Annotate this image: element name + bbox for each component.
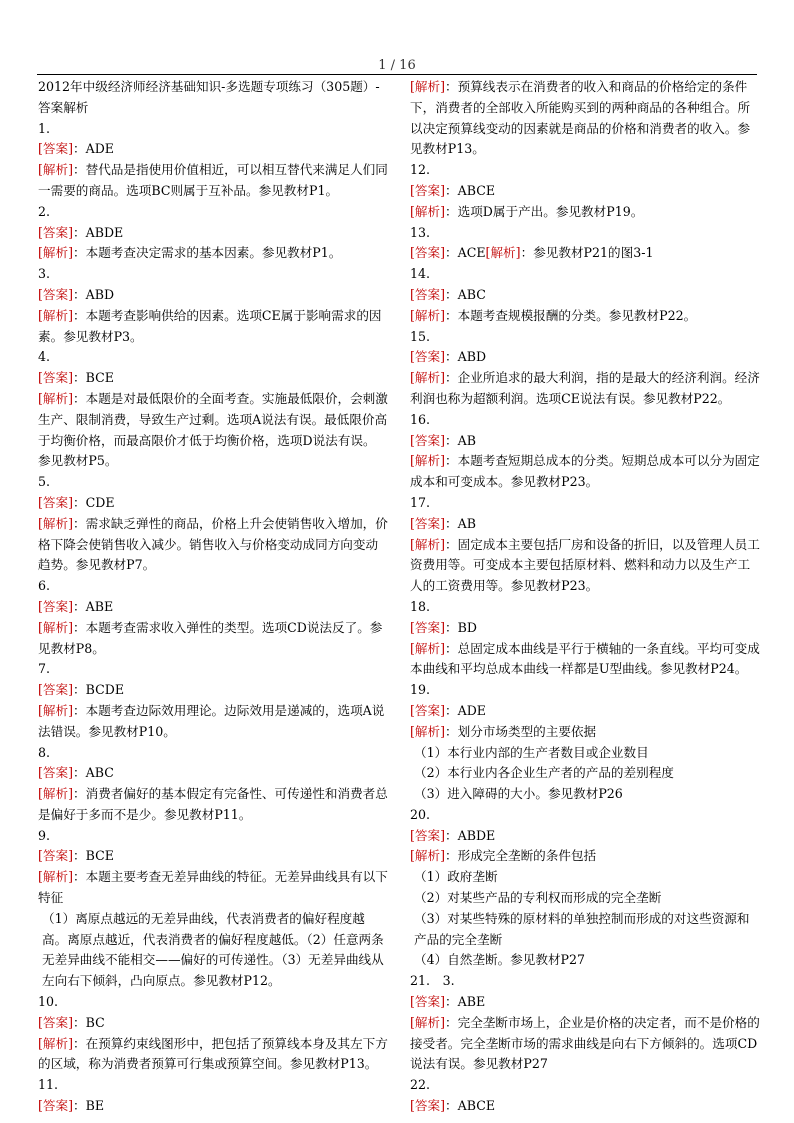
- explanation-line: [410, 451, 760, 493]
- answer-separator: ：: [445, 619, 458, 635]
- answer-tag: [答案]: [38, 494, 74, 510]
- answer-separator: ：: [445, 286, 458, 302]
- explanation-line: [410, 1013, 760, 1075]
- explanation-separator: ：: [73, 390, 86, 406]
- explanation-text: 选项D属于产出。参见教材P19。: [457, 203, 644, 219]
- answer-value: BCE: [85, 848, 114, 864]
- explanation-text: 本题考查决定需求的基本因素。参见教材P1。: [85, 245, 342, 261]
- answer-value: ABC: [85, 765, 114, 781]
- question-number: 20.: [410, 806, 431, 822]
- question-number: 3.: [38, 266, 51, 282]
- answer-tag: [答案]: [410, 182, 446, 198]
- explanation-tag: [解析]: [410, 536, 446, 552]
- explanation-subitem: （3）对某些特殊的原材料的单独控制而形成的对这些资源和产品的完全垄断: [414, 910, 750, 947]
- explanation-tag: [解析]: [410, 848, 446, 864]
- answer-separator: ：: [445, 515, 458, 531]
- explanation-separator: ：: [445, 79, 458, 94]
- question-number: 12.: [410, 162, 431, 178]
- answer-line: [38, 285, 388, 306]
- explanation-tag: [解析]: [38, 702, 74, 718]
- answer-tag: [答案]: [38, 141, 74, 157]
- explanation-tag: [解析]: [410, 370, 446, 386]
- answer-tag: [答案]: [410, 619, 446, 635]
- explanation-separator: ：: [520, 245, 534, 261]
- answer-separator: ：: [73, 765, 86, 781]
- question-number: 17.: [410, 494, 431, 510]
- explanation-subitem: （4）自然垄断。参见教材P27: [414, 952, 586, 968]
- question-number: 5.: [38, 474, 51, 490]
- explanation-tag: [解析]: [410, 453, 446, 469]
- question-number: 13.: [410, 224, 431, 240]
- answer-separator: ：: [445, 702, 458, 718]
- answer-line: [38, 223, 388, 244]
- answer-line: [38, 368, 388, 389]
- explanation-separator: ：: [445, 1014, 458, 1030]
- question-number: 19.: [410, 682, 431, 698]
- answer-tag: [答案]: [410, 1098, 446, 1114]
- explanation-separator: ：: [445, 848, 458, 864]
- answer-value: ABE: [457, 994, 486, 1010]
- answer-tag: [答案]: [410, 702, 446, 718]
- explanation-line: [38, 1034, 388, 1076]
- question-number: 4.: [38, 349, 51, 365]
- document-title: 2012年中级经济师经济基础知识-多选题专项练习（305题）-答案解析: [38, 79, 380, 115]
- explanation-text: 企业所追求的最大利润，指的是最大的经济利润。经济利润也称为超额利润。选项CE说法有误。参见教材P22。: [410, 370, 760, 406]
- answer-line: [410, 347, 760, 368]
- left-column: [38, 77, 388, 1117]
- answer-value: BC: [85, 1014, 105, 1030]
- explanation-text: 消费者偏好的基本假定有完备性、可传递性和消费者总是偏好于多而不是少。参见教材P11。: [38, 786, 388, 822]
- explanation-line: [410, 306, 760, 327]
- explanation-text: 本题考查短期总成本的分类。短期总成本可以分为固定成本和可变成本。参见教材P23。: [410, 453, 760, 490]
- answer-separator: ：: [73, 141, 86, 157]
- answer-value: BD: [457, 619, 477, 635]
- explanation-tag: [解析]: [38, 245, 74, 261]
- page-number: 1 / 16: [378, 58, 416, 73]
- answer-tag: [答案]: [38, 765, 74, 781]
- answer-tag: [答案]: [410, 286, 446, 302]
- answer-separator: ：: [445, 182, 458, 198]
- answer-separator: ：: [73, 598, 86, 614]
- explanation-line: [410, 722, 760, 743]
- answer-line: [410, 701, 760, 722]
- question-number: 15.: [410, 328, 431, 344]
- answer-separator: ：: [445, 432, 458, 448]
- explanation-separator: ：: [73, 619, 86, 635]
- explanation-line: [38, 784, 388, 826]
- explanation-text: 本题主要考查无差异曲线的特征。无差异曲线具有以下特征: [38, 869, 388, 906]
- explanation-separator: ：: [73, 1035, 86, 1051]
- explanation-subitem: （3）进入障碍的大小。参见教材P26: [414, 786, 623, 802]
- answer-value: ABDE: [85, 224, 124, 240]
- explanation-separator: ：: [445, 536, 458, 552]
- explanation-tag: [解析]: [38, 869, 74, 885]
- question-number: 7.: [38, 661, 51, 677]
- answer-tag: [答案]: [410, 245, 446, 261]
- answer-line: [410, 431, 760, 452]
- explanation-separator: ：: [73, 162, 86, 178]
- answer-separator: ：: [445, 994, 458, 1010]
- answer-value: ABE: [85, 598, 114, 614]
- answer-separator: ：: [73, 494, 86, 510]
- answer-line: [38, 493, 388, 514]
- question-number: 8.: [38, 744, 51, 760]
- explanation-line: [38, 243, 388, 264]
- explanation-line: [410, 77, 760, 160]
- explanation-separator: ：: [73, 245, 86, 261]
- explanation-tag: [解析]: [38, 515, 74, 531]
- answer-tag: [答案]: [410, 994, 446, 1010]
- answer-line: [38, 597, 388, 618]
- explanation-tag: [解析]: [410, 723, 446, 739]
- answer-tag: [答案]: [38, 598, 74, 614]
- explanation-line: [410, 202, 760, 223]
- explanation-text: 本题考查影响供给的因素。选项CE属于影响需求的因素。参见教材P3。: [38, 307, 382, 344]
- right-column: [410, 77, 760, 1117]
- question-number: 6.: [38, 578, 51, 594]
- answer-tag: [答案]: [38, 286, 74, 302]
- answer-line: [38, 139, 388, 160]
- explanation-tag: [解析]: [38, 786, 74, 802]
- explanation-separator: ：: [445, 307, 458, 323]
- explanation-tag: [解析]: [410, 640, 446, 656]
- explanation-text: 替代品是指使用价值相近，可以相互替代来满足人们同一需要的商品。选项BC则属于互补品。参见教材P1。: [38, 162, 388, 198]
- explanation-tag: [解析]: [410, 79, 446, 94]
- answer-tag: [答案]: [410, 349, 446, 365]
- answer-separator: ：: [73, 370, 86, 386]
- answer-separator: ：: [73, 1098, 86, 1114]
- answer-tag: [答案]: [38, 224, 74, 240]
- explanation-subitem: （1）本行业内部的生产者数目或企业数目: [414, 744, 649, 760]
- answer-separator: ：: [445, 827, 458, 843]
- answer-separator: ：: [73, 224, 86, 240]
- answer-line: [38, 846, 388, 867]
- explanation-text: 本题考查需求收入弹性的类型。选项CD说法反了。参见教材P8。: [38, 619, 383, 656]
- answer-separator: ：: [73, 1014, 86, 1030]
- answer-line: [410, 181, 760, 202]
- answer-separator: ：: [73, 848, 86, 864]
- explanation-tag: [解析]: [485, 245, 521, 261]
- explanation-separator: ：: [73, 515, 86, 531]
- explanation-text: 需求缺乏弹性的商品，价格上升会使销售收入增加，价格下降会使销售收入减少。销售收入与价格变动成同方向变动趋势。参见教材P7。: [38, 515, 388, 573]
- answer-line: [410, 618, 760, 639]
- explanation-separator: ：: [73, 702, 86, 718]
- answer-separator: ：: [445, 1098, 458, 1114]
- explanation-text: 完全垄断市场上，企业是价格的决定者，而不是价格的接受者。完全垄断市场的需求曲线是向右下方倾斜的。选项CD说法有误。参见教材P27: [410, 1014, 760, 1072]
- question-number: 22.: [410, 1077, 431, 1093]
- explanation-separator: ：: [445, 453, 458, 469]
- explanation-text: 固定成本主要包括厂房和设备的折旧，以及管理人员工资费用等。可变成本主要包括原材料、燃料和动力以及生产工人的工资费用等。参见教材P23。: [410, 536, 760, 594]
- explanation-text: 形成完全垄断的条件包括: [457, 848, 597, 864]
- answer-value: ABD: [457, 349, 487, 365]
- explanation-separator: ：: [73, 869, 86, 885]
- answer-tag: [答案]: [38, 1098, 74, 1114]
- answer-value: ABCE: [457, 1098, 496, 1114]
- explanation-line: [410, 846, 760, 867]
- answer-tag: [答案]: [38, 370, 74, 386]
- explanation-line: [38, 389, 388, 472]
- explanation-text: 本题是对最低限价的全面考查。实施最低限价，会刺激生产、限制消费，导致生产过剩。选项A说法有误。最低限价高于均衡价格，而最高限价才低于均衡价格，选项D说法有误。参见教材P5。: [38, 390, 388, 469]
- answer-value: ACE: [457, 245, 486, 261]
- answer-separator: ：: [445, 245, 458, 261]
- explanation-line: [38, 701, 388, 743]
- answer-value: AB: [457, 432, 476, 448]
- explanation-text: 在预算约束线图形中，把包括了预算线本身及其左下方的区域，称为消费者预算可行集或预算空间。参见教材P13。: [38, 1035, 388, 1072]
- explanation-text: 预算线表示在消费者的收入和商品的价格给定的条件下，消费者的全部收入所能购买到的两种商品的各种组合。所以决定预算线变动的因素就是商品的价格和消费者的收入。参见教材P13。: [410, 79, 751, 157]
- answer-tag: [答案]: [410, 515, 446, 531]
- answer-value: BCE: [85, 370, 114, 386]
- answer-tag: [答案]: [410, 432, 446, 448]
- answer-tag: [答案]: [38, 848, 74, 864]
- answer-line: [38, 1096, 388, 1117]
- explanation-line: [38, 160, 388, 202]
- question-number: 18.: [410, 598, 431, 614]
- answer-value: ABDE: [457, 827, 496, 843]
- explanation-line: [38, 867, 388, 909]
- answer-value: BCDE: [85, 682, 125, 698]
- question-number: 1.: [38, 120, 51, 136]
- answer-line: [38, 763, 388, 784]
- answer-line: [410, 826, 760, 847]
- answer-explanation-line: [410, 243, 760, 264]
- answer-separator: ：: [73, 682, 86, 698]
- answer-separator: ：: [445, 349, 458, 365]
- answer-line: [410, 1096, 760, 1117]
- explanation-separator: ：: [445, 640, 458, 656]
- answer-line: [410, 285, 760, 306]
- question-number: 14.: [410, 266, 431, 282]
- answer-line: [38, 680, 388, 701]
- explanation-line: [38, 618, 388, 660]
- explanation-subitem: （2）对某些产品的专利权而形成的完全垄断: [414, 890, 662, 906]
- explanation-text: 参见教材P21的图3-1: [533, 245, 654, 261]
- answer-value: ABCE: [457, 182, 496, 198]
- answer-line: [38, 1013, 388, 1034]
- explanation-separator: ：: [445, 723, 458, 739]
- answer-value: ADE: [457, 702, 486, 718]
- explanation-tag: [解析]: [38, 162, 74, 178]
- answer-value: ABD: [85, 286, 115, 302]
- answer-tag: [答案]: [38, 1014, 74, 1030]
- answer-value: BE: [85, 1098, 105, 1114]
- answer-tag: [答案]: [410, 827, 446, 843]
- explanation-subitem: （1）离原点越远的无差异曲线，代表消费者的偏好程度越高。离原点越近，代表消费者的偏好程度越低。（2）任意两条无差异曲线不能相交——偏好的可传递性。（3）无差异曲线从左向右下倾斜，凸向原点。参见教材P12。: [42, 910, 384, 989]
- question-number: 10.: [38, 994, 59, 1010]
- question-number: 9.: [38, 827, 51, 843]
- question-number: 16.: [410, 411, 431, 427]
- explanation-tag: [解析]: [410, 1014, 446, 1030]
- explanation-tag: [解析]: [410, 203, 446, 219]
- explanation-subitem: （2）本行业内各企业生产者的产品的差别程度: [414, 765, 674, 781]
- question-number: 21. 3.: [410, 973, 455, 989]
- explanation-subitem: （1）政府垄断: [414, 869, 498, 885]
- explanation-line: [410, 535, 760, 597]
- answer-line: [410, 514, 760, 535]
- answer-value: AB: [457, 515, 476, 531]
- explanation-line: [410, 368, 760, 410]
- answer-value: CDE: [85, 494, 115, 510]
- header-rule: [37, 74, 757, 75]
- explanation-tag: [解析]: [38, 307, 74, 323]
- explanation-tag: [解析]: [410, 307, 446, 323]
- answer-value: ABC: [457, 286, 486, 302]
- answer-line: [410, 992, 760, 1013]
- explanation-text: 总固定成本曲线是平行于横轴的一条直线。平均可变成本曲线和平均总成本曲线一样都是U型曲线。参见教材P24。: [410, 640, 760, 677]
- question-number: 2.: [38, 203, 51, 219]
- explanation-line: [38, 514, 388, 576]
- explanation-text: 本题考查边际效用理论。边际效用是递减的，选项A说法错误。参见教材P10。: [38, 702, 385, 739]
- explanation-tag: [解析]: [38, 619, 74, 635]
- explanation-separator: ：: [73, 786, 86, 802]
- answer-value: ADE: [85, 141, 114, 157]
- answer-tag: [答案]: [38, 682, 74, 698]
- answer-separator: ：: [73, 286, 86, 302]
- explanation-separator: ：: [73, 307, 86, 323]
- explanation-separator: ：: [445, 203, 458, 219]
- explanation-tag: [解析]: [38, 1035, 74, 1051]
- explanation-separator: ：: [445, 370, 458, 386]
- explanation-text: 本题考查规模报酬的分类。参见教材P22。: [457, 307, 697, 323]
- explanation-tag: [解析]: [38, 390, 74, 406]
- question-number: 11.: [38, 1077, 59, 1093]
- explanation-line: [38, 306, 388, 348]
- explanation-text: 划分市场类型的主要依据: [457, 723, 597, 739]
- explanation-line: [410, 639, 760, 681]
